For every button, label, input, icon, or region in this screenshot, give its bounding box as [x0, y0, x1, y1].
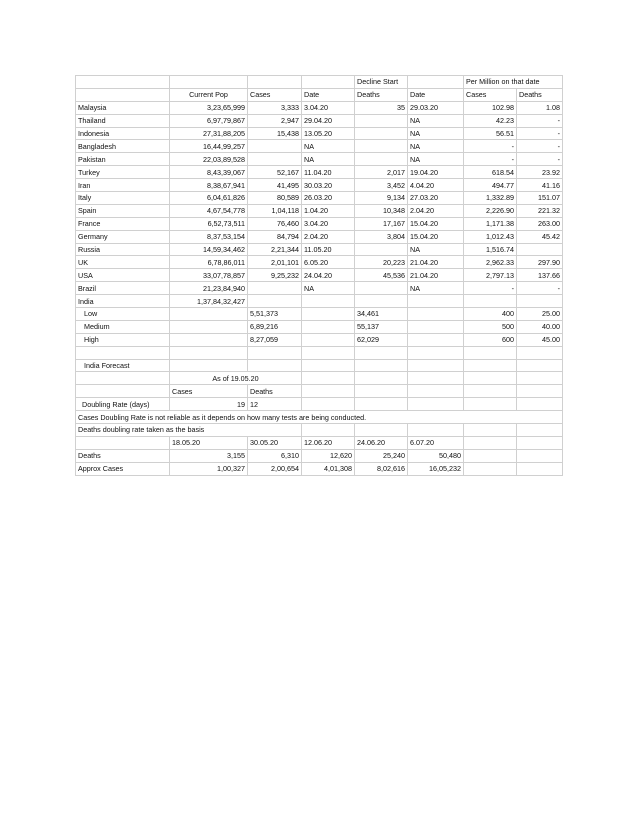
date-header[interactable]: Date	[302, 88, 355, 101]
population[interactable]: 6,78,86,011	[170, 256, 248, 269]
empty-cell[interactable]	[517, 398, 563, 411]
scenario-name[interactable]: Low	[76, 308, 170, 321]
empty-cell[interactable]	[302, 372, 355, 385]
empty-cell[interactable]	[302, 424, 355, 437]
per-million-cases[interactable]	[464, 295, 517, 308]
forecast-deaths-row-label[interactable]: Deaths	[76, 449, 170, 462]
per-million-deaths[interactable]: -	[517, 282, 563, 295]
country-name[interactable]: Germany	[76, 230, 170, 243]
empty-cell[interactable]	[464, 424, 517, 437]
as-of-row	[76, 372, 563, 385]
empty-cell[interactable]	[302, 320, 355, 333]
population[interactable]: 16,44,99,257	[170, 140, 248, 153]
country-name[interactable]: Thailand	[76, 114, 170, 127]
deaths-value[interactable]: 9,134	[355, 192, 408, 205]
empty-cell[interactable]	[355, 385, 408, 398]
deaths-date[interactable]: NA	[408, 243, 464, 256]
empty-cell[interactable]	[408, 308, 464, 321]
empty-cell[interactable]	[76, 372, 170, 385]
per-million-deaths[interactable]	[517, 295, 563, 308]
empty-cell[interactable]	[170, 359, 248, 372]
empty-cell[interactable]	[464, 398, 517, 411]
empty-cell[interactable]	[517, 385, 563, 398]
deaths-value[interactable]: 35	[355, 101, 408, 114]
per-million-deaths[interactable]: 23.92	[517, 166, 563, 179]
empty-cell[interactable]	[408, 372, 464, 385]
empty-cell[interactable]	[355, 424, 408, 437]
deaths-date[interactable]: 27.03.20	[408, 192, 464, 205]
country-row	[76, 101, 563, 114]
deaths-value[interactable]	[355, 140, 408, 153]
decline-date[interactable]: 2.04.20	[302, 230, 355, 243]
country-name[interactable]: Iran	[76, 179, 170, 192]
population[interactable]: 8,37,53,154	[170, 230, 248, 243]
per-million-deaths[interactable]: 297.90	[517, 256, 563, 269]
cases-value[interactable]: 76,460	[248, 217, 302, 230]
empty-cell[interactable]	[517, 359, 563, 372]
blank-row	[76, 346, 563, 359]
empty-cell[interactable]	[517, 462, 563, 475]
scenario-pm-deaths[interactable]: 40.00	[517, 320, 563, 333]
pm-deaths-header[interactable]: Deaths	[517, 88, 563, 101]
country-row	[76, 295, 563, 308]
per-million-cases[interactable]: 494.77	[464, 179, 517, 192]
population[interactable]: 8,38,67,941	[170, 179, 248, 192]
deaths-date[interactable]	[408, 295, 464, 308]
per-million-cases[interactable]: -	[464, 153, 517, 166]
per-million-deaths[interactable]: 1.08	[517, 101, 563, 114]
forecast-deaths-row	[76, 449, 563, 462]
per-million-cases[interactable]: 42.23	[464, 114, 517, 127]
empty-cell[interactable]	[355, 372, 408, 385]
forecast-date[interactable]: 6.07.20	[408, 436, 464, 449]
header-row-2	[76, 88, 563, 101]
forecast-deaths-label[interactable]: Deaths	[248, 385, 302, 398]
per-million-cases[interactable]: 1,332.89	[464, 192, 517, 205]
decline-date[interactable]: NA	[302, 282, 355, 295]
per-million-deaths[interactable]: -	[517, 153, 563, 166]
empty-cell[interactable]	[464, 449, 517, 462]
country-row	[76, 140, 563, 153]
forecast-date[interactable]: 12.06.20	[302, 436, 355, 449]
empty-cell[interactable]	[302, 359, 355, 372]
deaths-date[interactable]: 2.04.20	[408, 204, 464, 217]
country-row	[76, 243, 563, 256]
decline-date[interactable]: 13.05.20	[302, 127, 355, 140]
empty-cell[interactable]	[302, 76, 355, 89]
scenario-cases[interactable]: 6,89,216	[248, 320, 302, 333]
decline-date[interactable]: NA	[302, 140, 355, 153]
scenario-pm-cases[interactable]: 500	[464, 320, 517, 333]
forecast-cases-value[interactable]: 16,05,232	[408, 462, 464, 475]
country-row	[76, 217, 563, 230]
deaths-value[interactable]: 3,804	[355, 230, 408, 243]
empty-cell[interactable]	[76, 76, 170, 89]
deaths-value[interactable]	[355, 282, 408, 295]
country-row	[76, 256, 563, 269]
country-row	[76, 192, 563, 205]
country-name[interactable]: Brazil	[76, 282, 170, 295]
population[interactable]: 6,52,73,511	[170, 217, 248, 230]
cases-value[interactable]	[248, 282, 302, 295]
cases-value[interactable]: 9,25,232	[248, 269, 302, 282]
per-million-cases[interactable]: 618.54	[464, 166, 517, 179]
deaths-value[interactable]	[355, 243, 408, 256]
empty-cell[interactable]	[408, 359, 464, 372]
country-row	[76, 282, 563, 295]
forecast-cases-row-label[interactable]: Approx Cases	[76, 462, 170, 475]
forecast-cases-value[interactable]: 4,01,308	[302, 462, 355, 475]
per-million-cases[interactable]: 56.51	[464, 127, 517, 140]
deaths-value[interactable]	[355, 295, 408, 308]
forecast-deaths-value[interactable]: 12,620	[302, 449, 355, 462]
scenario-pm-cases[interactable]: 600	[464, 333, 517, 346]
decline-start-header[interactable]: Decline Start	[355, 76, 408, 89]
empty-cell[interactable]	[464, 462, 517, 475]
per-million-deaths[interactable]: -	[517, 140, 563, 153]
empty-cell[interactable]	[408, 398, 464, 411]
cases-value[interactable]: 2,01,101	[248, 256, 302, 269]
empty-cell[interactable]	[408, 76, 464, 89]
empty-cell[interactable]	[517, 449, 563, 462]
country-row	[76, 269, 563, 282]
deaths-value[interactable]: 3,452	[355, 179, 408, 192]
per-million-cases[interactable]: 2,962.33	[464, 256, 517, 269]
country-name[interactable]: India	[76, 295, 170, 308]
deaths-date[interactable]: NA	[408, 153, 464, 166]
population[interactable]: 6,04,61,826	[170, 192, 248, 205]
decline-date[interactable]: 6.05.20	[302, 256, 355, 269]
empty-cell[interactable]	[248, 346, 302, 359]
note-row	[76, 411, 563, 424]
cases-value[interactable]	[248, 140, 302, 153]
note-row	[76, 424, 563, 437]
per-million-cases[interactable]: -	[464, 282, 517, 295]
deaths-value[interactable]: 17,167	[355, 217, 408, 230]
decline-date[interactable]: 3.04.20	[302, 217, 355, 230]
country-name[interactable]: Bangladesh	[76, 140, 170, 153]
empty-cell[interactable]	[464, 436, 517, 449]
population[interactable]: 33,07,78,857	[170, 269, 248, 282]
spreadsheet-table	[75, 75, 563, 476]
deaths-date[interactable]: 29.03.20	[408, 101, 464, 114]
forecast-labels-row	[76, 385, 563, 398]
population[interactable]: 22,03,89,528	[170, 153, 248, 166]
country-name[interactable]: France	[76, 217, 170, 230]
empty-cell[interactable]	[517, 346, 563, 359]
scenario-pm-deaths[interactable]: 25.00	[517, 308, 563, 321]
cases-value[interactable]: 15,438	[248, 127, 302, 140]
per-million-cases[interactable]: -	[464, 140, 517, 153]
per-million-deaths[interactable]	[517, 243, 563, 256]
empty-cell[interactable]	[355, 346, 408, 359]
scenario-name[interactable]: High	[76, 333, 170, 346]
empty-cell[interactable]	[302, 346, 355, 359]
empty-cell[interactable]	[302, 398, 355, 411]
empty-cell[interactable]	[248, 76, 302, 89]
forecast-cases-row	[76, 462, 563, 475]
scenario-row	[76, 308, 563, 321]
empty-cell[interactable]	[464, 372, 517, 385]
deaths-date[interactable]: NA	[408, 114, 464, 127]
decline-date[interactable]: 29.04.20	[302, 114, 355, 127]
scenario-deaths[interactable]: 34,461	[355, 308, 408, 321]
decline-date[interactable]: 30.03.20	[302, 179, 355, 192]
header-row-1	[76, 76, 563, 89]
cases-value[interactable]: 84,794	[248, 230, 302, 243]
population[interactable]: 8,43,39,067	[170, 166, 248, 179]
per-million-cases[interactable]: 2,797.13	[464, 269, 517, 282]
scenario-pm-cases[interactable]: 400	[464, 308, 517, 321]
date2-header[interactable]: Date	[408, 88, 464, 101]
country-name[interactable]: Russia	[76, 243, 170, 256]
deaths-date[interactable]: 21.04.20	[408, 256, 464, 269]
empty-cell[interactable]	[408, 333, 464, 346]
population[interactable]: 14,59,34,462	[170, 243, 248, 256]
population[interactable]: 3,23,65,999	[170, 101, 248, 114]
country-name[interactable]: Italy	[76, 192, 170, 205]
country-name[interactable]: Indonesia	[76, 127, 170, 140]
cases-value[interactable]	[248, 295, 302, 308]
forecast-deaths-value[interactable]: 3,155	[170, 449, 248, 462]
country-row	[76, 179, 563, 192]
forecast-deaths-value[interactable]: 50,480	[408, 449, 464, 462]
empty-cell[interactable]	[408, 385, 464, 398]
country-row	[76, 230, 563, 243]
country-name[interactable]: Turkey	[76, 166, 170, 179]
cases-value[interactable]: 2,947	[248, 114, 302, 127]
deaths-value[interactable]: 2,017	[355, 166, 408, 179]
scenario-pm-deaths[interactable]: 45.00	[517, 333, 563, 346]
country-name[interactable]: Pakistan	[76, 153, 170, 166]
doubling-deaths[interactable]: 12	[248, 398, 302, 411]
deaths-date[interactable]: NA	[408, 127, 464, 140]
empty-cell[interactable]	[76, 346, 170, 359]
scenario-cases[interactable]: 8,27,059	[248, 333, 302, 346]
deaths-value[interactable]: 20,223	[355, 256, 408, 269]
empty-cell[interactable]	[76, 88, 170, 101]
empty-cell[interactable]	[170, 76, 248, 89]
empty-cell[interactable]	[302, 333, 355, 346]
deaths-value[interactable]	[355, 153, 408, 166]
forecast-title-row	[76, 359, 563, 372]
empty-cell[interactable]	[170, 333, 248, 346]
decline-date[interactable]: NA	[302, 153, 355, 166]
per-million-deaths[interactable]: 45.42	[517, 230, 563, 243]
empty-cell[interactable]	[76, 385, 170, 398]
cases-value[interactable]: 80,589	[248, 192, 302, 205]
forecast-deaths-value[interactable]: 25,240	[355, 449, 408, 462]
country-name[interactable]: UK	[76, 256, 170, 269]
doubling-row	[76, 398, 563, 411]
per-million-deaths[interactable]: 263.00	[517, 217, 563, 230]
empty-cell[interactable]	[408, 320, 464, 333]
per-million-header[interactable]: Per Million on that date	[464, 76, 563, 89]
population[interactable]: 4,67,54,778	[170, 204, 248, 217]
decline-date[interactable]: 1.04.20	[302, 204, 355, 217]
country-name[interactable]: USA	[76, 269, 170, 282]
deaths-date[interactable]: 15.04.20	[408, 230, 464, 243]
decline-date[interactable]: 11.05.20	[302, 243, 355, 256]
per-million-deaths[interactable]: -	[517, 127, 563, 140]
per-million-cases[interactable]: 1,516.74	[464, 243, 517, 256]
as-of-date[interactable]: As of 19.05.20	[170, 372, 302, 385]
per-million-deaths[interactable]: 221.32	[517, 204, 563, 217]
cases-value[interactable]: 52,167	[248, 166, 302, 179]
deaths-header[interactable]: Deaths	[355, 88, 408, 101]
scenario-cases[interactable]: 5,51,373	[248, 308, 302, 321]
country-row	[76, 114, 563, 127]
population[interactable]: 6,97,79,867	[170, 114, 248, 127]
empty-cell[interactable]	[355, 398, 408, 411]
cases-value[interactable]	[248, 153, 302, 166]
deaths-value[interactable]: 45,536	[355, 269, 408, 282]
scenario-row	[76, 333, 563, 346]
forecast-date[interactable]: 24.06.20	[355, 436, 408, 449]
decline-date[interactable]: 11.04.20	[302, 166, 355, 179]
empty-cell[interactable]	[464, 359, 517, 372]
per-million-deaths[interactable]: 137.66	[517, 269, 563, 282]
note-deaths-doubling[interactable]: Deaths doubling rate taken as the basis	[76, 424, 302, 437]
empty-cell[interactable]	[517, 436, 563, 449]
country-row	[76, 153, 563, 166]
forecast-title[interactable]: India Forecast	[76, 359, 170, 372]
deaths-date[interactable]: 15.04.20	[408, 217, 464, 230]
per-million-cases[interactable]: 1,171.38	[464, 217, 517, 230]
deaths-value[interactable]	[355, 114, 408, 127]
forecast-cases-value[interactable]: 1,00,327	[170, 462, 248, 475]
country-name[interactable]: Spain	[76, 204, 170, 217]
deaths-value[interactable]: 10,348	[355, 204, 408, 217]
country-row	[76, 204, 563, 217]
current-pop-header[interactable]: Current Pop	[170, 88, 248, 101]
deaths-date[interactable]: NA	[408, 282, 464, 295]
per-million-cases[interactable]: 102.98	[464, 101, 517, 114]
decline-date[interactable]	[302, 295, 355, 308]
empty-cell[interactable]	[464, 385, 517, 398]
empty-cell[interactable]	[170, 320, 248, 333]
country-row	[76, 127, 563, 140]
decline-date[interactable]: 24.04.20	[302, 269, 355, 282]
deaths-date[interactable]: 21.04.20	[408, 269, 464, 282]
empty-cell[interactable]	[355, 359, 408, 372]
empty-cell[interactable]	[517, 424, 563, 437]
empty-cell[interactable]	[408, 424, 464, 437]
doubling-cases[interactable]: 19	[170, 398, 248, 411]
doubling-rate-label[interactable]: Doubling Rate (days)	[76, 398, 170, 411]
per-million-deaths[interactable]: 151.07	[517, 192, 563, 205]
population[interactable]: 27,31,88,205	[170, 127, 248, 140]
forecast-cases-value[interactable]: 2,00,654	[248, 462, 302, 475]
country-row	[76, 166, 563, 179]
cases-value[interactable]: 41,495	[248, 179, 302, 192]
per-million-cases[interactable]: 1,012.43	[464, 230, 517, 243]
cases-value[interactable]: 1,04,118	[248, 204, 302, 217]
decline-date[interactable]: 3.04.20	[302, 101, 355, 114]
forecast-date[interactable]: 18.05.20	[170, 436, 248, 449]
empty-cell[interactable]	[170, 308, 248, 321]
scenario-row	[76, 320, 563, 333]
country-name[interactable]: Malaysia	[76, 101, 170, 114]
forecast-cases-label[interactable]: Cases	[170, 385, 248, 398]
deaths-date[interactable]: 4.04.20	[408, 179, 464, 192]
population[interactable]: 1,37,84,32,427	[170, 295, 248, 308]
empty-cell[interactable]	[464, 346, 517, 359]
deaths-date[interactable]: NA	[408, 140, 464, 153]
empty-cell[interactable]	[76, 436, 170, 449]
decline-date[interactable]: 26.03.20	[302, 192, 355, 205]
deaths-date[interactable]: 19.04.20	[408, 166, 464, 179]
forecast-deaths-value[interactable]: 6,310	[248, 449, 302, 462]
scenario-name[interactable]: Medium	[76, 320, 170, 333]
empty-cell[interactable]	[302, 385, 355, 398]
deaths-value[interactable]	[355, 127, 408, 140]
cases-header[interactable]: Cases	[248, 88, 302, 101]
population[interactable]: 21,23,84,940	[170, 282, 248, 295]
per-million-deaths[interactable]: -	[517, 114, 563, 127]
empty-cell[interactable]	[408, 346, 464, 359]
note-cases-doubling[interactable]: Cases Doubling Rate is not reliable as it depends on how many tests are being conducted.	[76, 411, 563, 424]
cases-value[interactable]: 2,21,344	[248, 243, 302, 256]
forecast-cases-value[interactable]: 8,02,616	[355, 462, 408, 475]
per-million-cases[interactable]: 2,226.90	[464, 204, 517, 217]
forecast-dates-row	[76, 436, 563, 449]
scenario-deaths[interactable]: 55,137	[355, 320, 408, 333]
empty-cell[interactable]	[517, 372, 563, 385]
cases-value[interactable]: 3,333	[248, 101, 302, 114]
scenario-deaths[interactable]: 62,029	[355, 333, 408, 346]
empty-cell[interactable]	[302, 308, 355, 321]
empty-cell[interactable]	[170, 346, 248, 359]
forecast-date[interactable]: 30.05.20	[248, 436, 302, 449]
empty-cell[interactable]	[248, 359, 302, 372]
per-million-deaths[interactable]: 41.16	[517, 179, 563, 192]
pm-cases-header[interactable]: Cases	[464, 88, 517, 101]
